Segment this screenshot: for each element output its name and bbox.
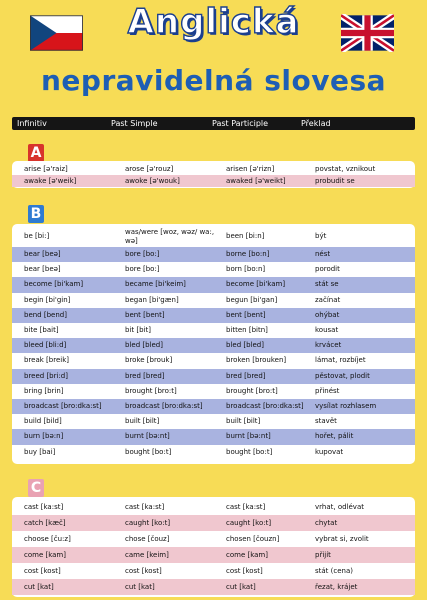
table-row bbox=[12, 247, 415, 262]
cell-translation: kupovat bbox=[315, 447, 344, 456]
table-row bbox=[12, 531, 415, 547]
cell-past-simple: came [keim] bbox=[125, 550, 169, 559]
table-row bbox=[12, 445, 415, 460]
cell-translation: probudit se bbox=[315, 176, 355, 185]
cell-translation: vysílat rozhlasem bbox=[315, 402, 377, 411]
cell-past-participle: bled [bled] bbox=[226, 341, 264, 350]
cell-translation: vybrat si, zvolit bbox=[315, 534, 369, 543]
cell-infinitive: choose [ču:z] bbox=[24, 534, 71, 543]
cell-past-participle: bred [bred] bbox=[226, 371, 266, 380]
table-row bbox=[12, 175, 415, 187]
cell-past-participle: cost [kost] bbox=[226, 566, 263, 575]
cell-past-participle: broken [brouken] bbox=[226, 356, 287, 365]
cell-infinitive: catch [kæč] bbox=[24, 518, 66, 527]
cell-past-simple: broke [brouk] bbox=[125, 356, 173, 365]
section-c-badge: C bbox=[28, 479, 44, 497]
cell-past-participle: burnt [bə:nt] bbox=[226, 432, 271, 441]
cell-translation: stavět bbox=[315, 417, 337, 426]
table-row bbox=[12, 353, 415, 368]
cell-infinitive: become [bi'kam] bbox=[24, 280, 84, 289]
cell-infinitive: cost [kost] bbox=[24, 566, 61, 575]
cell-infinitive: arise [ə'raiz] bbox=[24, 164, 68, 173]
cell-infinitive: buy [bai] bbox=[24, 447, 56, 456]
cell-infinitive: burn [bə:n] bbox=[24, 432, 64, 441]
cell-past-participle: come [kam] bbox=[226, 550, 268, 559]
section-a-table bbox=[12, 161, 415, 188]
table-row bbox=[12, 262, 415, 277]
cell-translation: přijít bbox=[315, 550, 331, 559]
cell-past-simple: bore [bo:] bbox=[125, 250, 160, 259]
table-row bbox=[12, 384, 415, 399]
cell-infinitive: cast [ka:st] bbox=[24, 502, 64, 511]
cell-infinitive: break [breik] bbox=[24, 356, 69, 365]
table-row bbox=[12, 429, 415, 444]
table-row bbox=[12, 323, 415, 338]
cell-past-simple: bought [bo:t] bbox=[125, 447, 172, 456]
cell-past-simple: bit [bit] bbox=[125, 326, 151, 335]
cell-past-simple: broadcast [bro:dka:st] bbox=[125, 402, 203, 411]
table-row bbox=[12, 563, 415, 579]
cell-translation: lámat, rozbíjet bbox=[315, 356, 366, 365]
cell-past-simple: burnt [bə:nt] bbox=[125, 432, 170, 441]
cell-infinitive: bend [bend] bbox=[24, 310, 67, 319]
cell-past-participle: borne [bo:n] bbox=[226, 250, 270, 259]
cell-past-participle: awaked [ə'weikt] bbox=[226, 176, 286, 185]
cell-translation: vrhat, odlévat bbox=[315, 502, 364, 511]
cell-past-participle: cast [ka:st] bbox=[226, 502, 266, 511]
cell-infinitive: bring [brin] bbox=[24, 386, 64, 395]
cell-past-participle: bent [bent] bbox=[226, 310, 266, 319]
cell-past-simple: bore [bo:] bbox=[125, 265, 160, 274]
table-row bbox=[12, 308, 415, 323]
cell-past-participle: born [bo:n] bbox=[226, 265, 266, 274]
cell-translation: začínat bbox=[315, 295, 341, 304]
cell-past-simple: bent [bent] bbox=[125, 310, 165, 319]
cell-past-simple: cost [kost] bbox=[125, 566, 162, 575]
cell-past-simple: brought [bro:t] bbox=[125, 386, 177, 395]
cell-past-simple: awoke [ə'wouk] bbox=[125, 176, 180, 185]
cell-infinitive: build [bild] bbox=[24, 417, 62, 426]
cell-infinitive: bear [beə] bbox=[24, 265, 61, 274]
cell-infinitive: bear [beə] bbox=[24, 250, 61, 259]
page-subtitle: nepravidelná slovesa bbox=[40, 64, 387, 97]
table-row bbox=[12, 515, 415, 531]
section-c-table bbox=[12, 497, 415, 597]
cell-past-simple: arose [ə'rouz] bbox=[125, 164, 174, 173]
table-row bbox=[12, 277, 415, 292]
cell-past-participle: chosen [čouzn] bbox=[226, 534, 280, 543]
cell-past-participle: bitten [bitn] bbox=[226, 326, 268, 335]
cell-translation: být bbox=[315, 232, 327, 240]
cell-infinitive: bleed [bli:d] bbox=[24, 341, 67, 350]
section-a-badge: A bbox=[28, 144, 44, 162]
cell-translation: přinést bbox=[315, 386, 340, 395]
cell-infinitive: awake [ə'weik] bbox=[24, 176, 77, 185]
cell-translation: povstat, vznikout bbox=[315, 164, 376, 173]
cell-past-participle: caught [ko:t] bbox=[226, 518, 272, 527]
cell-past-participle: cut [kat] bbox=[226, 582, 256, 591]
table-row bbox=[12, 399, 415, 414]
cell-past-participle: broadcast [bro:dka:st] bbox=[226, 402, 304, 411]
column-header-past-participle: Past Participle bbox=[212, 119, 269, 128]
cell-infinitive: come [kam] bbox=[24, 550, 66, 559]
cell-past-participle: been [bi:n] bbox=[226, 232, 265, 240]
cell-past-participle: brought [bro:t] bbox=[226, 386, 278, 395]
cell-past-participle: become [bi'kam] bbox=[226, 280, 286, 289]
column-header-infinitive: Infinitiv bbox=[17, 119, 47, 128]
cell-past-simple: bred [bred] bbox=[125, 371, 165, 380]
table-row bbox=[12, 369, 415, 384]
cell-past-simple: built [bilt] bbox=[125, 417, 160, 426]
cell-past-simple: cast [ka:st] bbox=[125, 502, 165, 511]
cell-translation: kousat bbox=[315, 326, 339, 335]
cell-past-simple: cut [kat] bbox=[125, 582, 155, 591]
cell-past-simple: chose [čouz] bbox=[125, 534, 170, 543]
column-header-past-simple: Past Simple bbox=[111, 119, 158, 128]
cell-infinitive: broadcast [bro:dka:st] bbox=[24, 402, 102, 411]
table-row bbox=[12, 579, 415, 595]
cell-past-simple: began [bi'gæn] bbox=[125, 295, 179, 304]
cell-translation: řezat, krájet bbox=[315, 582, 358, 591]
section-b-table bbox=[12, 224, 415, 464]
cell-translation: hořet, pálit bbox=[315, 432, 354, 441]
cell-translation: nést bbox=[315, 250, 331, 259]
cell-infinitive: cut [kat] bbox=[24, 582, 54, 591]
table-row bbox=[12, 499, 415, 515]
cell-past-participle: arisen [ə'rizn] bbox=[226, 164, 275, 173]
cell-translation: pěstovat, plodit bbox=[315, 371, 370, 380]
table-row bbox=[12, 226, 415, 247]
cell-translation: stát se bbox=[315, 280, 339, 289]
table-row bbox=[12, 338, 415, 353]
cell-past-simple: became [bi'keim] bbox=[125, 280, 186, 289]
table-row bbox=[12, 293, 415, 308]
cell-translation: ohýbat bbox=[315, 310, 340, 319]
cell-infinitive: be [bi:] bbox=[24, 232, 50, 240]
cell-infinitive: breed [bri:d] bbox=[24, 371, 68, 380]
cell-infinitive: begin [bi'gin] bbox=[24, 295, 71, 304]
cell-past-participle: begun [bi'gan] bbox=[226, 295, 278, 304]
cell-translation: krvácet bbox=[315, 341, 342, 350]
cell-past-participle: built [bilt] bbox=[226, 417, 261, 426]
column-header-translation: Překlad bbox=[301, 119, 331, 128]
cell-past-participle: bought [bo:t] bbox=[226, 447, 273, 456]
table-row bbox=[12, 414, 415, 429]
cell-past-simple: was/were [woz, wəz/ wa:, wə] bbox=[125, 228, 215, 245]
column-header-bar bbox=[12, 117, 415, 130]
cell-past-simple: caught [ko:t] bbox=[125, 518, 171, 527]
page-title: Anglická bbox=[127, 2, 300, 42]
cell-past-simple: bled [bled] bbox=[125, 341, 163, 350]
table-row bbox=[12, 163, 415, 175]
cell-infinitive: bite [bait] bbox=[24, 326, 59, 335]
cell-translation: stát (cena) bbox=[315, 566, 353, 575]
section-b-badge: B bbox=[28, 205, 44, 223]
cell-translation: porodit bbox=[315, 265, 340, 274]
cell-translation: chytat bbox=[315, 518, 338, 527]
table-row bbox=[12, 547, 415, 563]
